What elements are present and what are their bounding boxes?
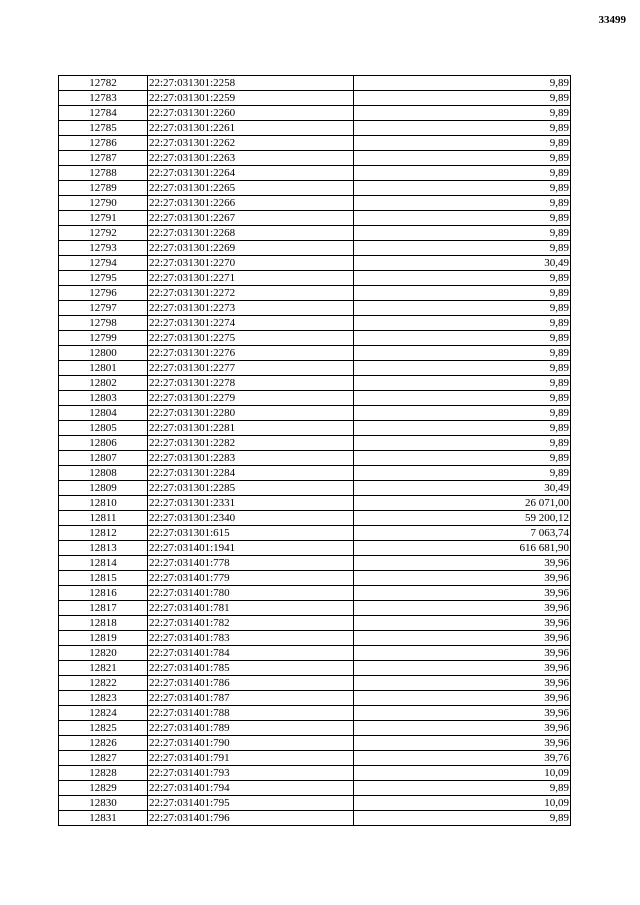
value-cell: 9,89 — [354, 91, 571, 106]
table-row — [59, 691, 571, 706]
table-row — [59, 241, 571, 256]
cadastral-number-cell: 22:27:031301:2258 — [148, 76, 354, 91]
value-cell: 39,96 — [354, 601, 571, 616]
value-cell: 9,89 — [354, 811, 571, 826]
table-row — [59, 196, 571, 211]
cadastral-number-cell: 22:27:031401:778 — [148, 556, 354, 571]
row-number-cell: 12788 — [59, 166, 148, 181]
row-number-cell: 12809 — [59, 481, 148, 496]
table-row — [59, 376, 571, 391]
table-row — [59, 331, 571, 346]
table-body — [59, 76, 571, 826]
cadastral-number-cell: 22:27:031301:2275 — [148, 331, 354, 346]
value-cell: 39,96 — [354, 571, 571, 586]
table-row — [59, 91, 571, 106]
value-cell: 9,89 — [354, 421, 571, 436]
row-number-cell: 12803 — [59, 391, 148, 406]
table-row — [59, 706, 571, 721]
cadastral-number-cell: 22:27:031301:2271 — [148, 271, 354, 286]
value-cell: 9,89 — [354, 301, 571, 316]
value-cell: 9,89 — [354, 181, 571, 196]
row-number-cell: 12793 — [59, 241, 148, 256]
cadastral-number-cell: 22:27:031401:786 — [148, 676, 354, 691]
cadastral-number-cell: 22:27:031301:2278 — [148, 376, 354, 391]
row-number-cell: 12800 — [59, 346, 148, 361]
cadastral-number-cell: 22:27:031301:2272 — [148, 286, 354, 301]
table-row — [59, 271, 571, 286]
cadastral-number-cell: 22:27:031301:2266 — [148, 196, 354, 211]
row-number-cell: 12784 — [59, 106, 148, 121]
value-cell: 9,89 — [354, 166, 571, 181]
row-number-cell: 12828 — [59, 766, 148, 781]
row-number-cell: 12811 — [59, 511, 148, 526]
cadastral-number-cell: 22:27:031401:780 — [148, 586, 354, 601]
row-number-cell: 12802 — [59, 376, 148, 391]
cadastral-number-cell: 22:27:031301:2260 — [148, 106, 354, 121]
value-cell: 9,89 — [354, 361, 571, 376]
table-row — [59, 346, 571, 361]
row-number-cell: 12806 — [59, 436, 148, 451]
row-number-cell: 12830 — [59, 796, 148, 811]
cadastral-number-cell: 22:27:031401:789 — [148, 721, 354, 736]
value-cell: 616 681,90 — [354, 541, 571, 556]
cadastral-number-cell: 22:27:031401:784 — [148, 646, 354, 661]
row-number-cell: 12783 — [59, 91, 148, 106]
table-row — [59, 511, 571, 526]
table-row — [59, 436, 571, 451]
table-row — [59, 571, 571, 586]
cadastral-number-cell: 22:27:031301:2261 — [148, 121, 354, 136]
table-row — [59, 676, 571, 691]
table-row — [59, 631, 571, 646]
table-row — [59, 121, 571, 136]
row-number-cell: 12789 — [59, 181, 148, 196]
row-number-cell: 12805 — [59, 421, 148, 436]
cadastral-number-cell: 22:27:031301:2285 — [148, 481, 354, 496]
cadastral-number-cell: 22:27:031301:2280 — [148, 406, 354, 421]
table-row — [59, 496, 571, 511]
row-number-cell: 12812 — [59, 526, 148, 541]
value-cell: 9,89 — [354, 346, 571, 361]
cadastral-number-cell: 22:27:031401:1941 — [148, 541, 354, 556]
row-number-cell: 12817 — [59, 601, 148, 616]
page-number: 33499 — [598, 14, 626, 26]
table-row — [59, 481, 571, 496]
row-number-cell: 12785 — [59, 121, 148, 136]
value-cell: 9,89 — [354, 376, 571, 391]
value-cell: 59 200,12 — [354, 511, 571, 526]
value-cell: 9,89 — [354, 391, 571, 406]
row-number-cell: 12792 — [59, 226, 148, 241]
row-number-cell: 12787 — [59, 151, 148, 166]
cadastral-number-cell: 22:27:031301:2276 — [148, 346, 354, 361]
cadastral-number-cell: 22:27:031301:2282 — [148, 436, 354, 451]
cadastral-number-cell: 22:27:031301:2264 — [148, 166, 354, 181]
value-cell: 9,89 — [354, 271, 571, 286]
table-row — [59, 226, 571, 241]
table-row — [59, 106, 571, 121]
row-number-cell: 12810 — [59, 496, 148, 511]
table-row — [59, 766, 571, 781]
row-number-cell: 12807 — [59, 451, 148, 466]
cadastral-number-cell: 22:27:031401:790 — [148, 736, 354, 751]
cadastral-number-cell: 22:27:031301:2265 — [148, 181, 354, 196]
row-number-cell: 12824 — [59, 706, 148, 721]
row-number-cell: 12827 — [59, 751, 148, 766]
cadastral-number-cell: 22:27:031301:2263 — [148, 151, 354, 166]
table-row — [59, 166, 571, 181]
value-cell: 9,89 — [354, 451, 571, 466]
table-row — [59, 286, 571, 301]
table-row — [59, 586, 571, 601]
row-number-cell: 12801 — [59, 361, 148, 376]
value-cell: 10,09 — [354, 796, 571, 811]
value-cell: 9,89 — [354, 331, 571, 346]
cadastral-number-cell: 22:27:031301:2283 — [148, 451, 354, 466]
value-cell: 39,96 — [354, 586, 571, 601]
value-cell: 10,09 — [354, 766, 571, 781]
table-row — [59, 556, 571, 571]
cadastral-number-cell: 22:27:031301:2268 — [148, 226, 354, 241]
cadastral-number-cell: 22:27:031401:793 — [148, 766, 354, 781]
row-number-cell: 12808 — [59, 466, 148, 481]
value-cell: 39,96 — [354, 646, 571, 661]
cadastral-number-cell: 22:27:031401:791 — [148, 751, 354, 766]
table-row — [59, 736, 571, 751]
row-number-cell: 12825 — [59, 721, 148, 736]
row-number-cell: 12790 — [59, 196, 148, 211]
table-row — [59, 256, 571, 271]
value-cell: 9,89 — [354, 241, 571, 256]
cadastral-number-cell: 22:27:031301:2270 — [148, 256, 354, 271]
row-number-cell: 12819 — [59, 631, 148, 646]
table-row — [59, 541, 571, 556]
cadastral-number-cell: 22:27:031401:782 — [148, 616, 354, 631]
row-number-cell: 12796 — [59, 286, 148, 301]
cadastral-number-cell: 22:27:031401:788 — [148, 706, 354, 721]
value-cell: 9,89 — [354, 406, 571, 421]
cadastral-number-cell: 22:27:031301:2340 — [148, 511, 354, 526]
cadastral-number-cell: 22:27:031301:2277 — [148, 361, 354, 376]
cadastral-number-cell: 22:27:031301:2262 — [148, 136, 354, 151]
row-number-cell: 12791 — [59, 211, 148, 226]
table-row — [59, 316, 571, 331]
value-cell: 9,89 — [354, 781, 571, 796]
row-number-cell: 12799 — [59, 331, 148, 346]
value-cell: 39,96 — [354, 631, 571, 646]
row-number-cell: 12816 — [59, 586, 148, 601]
row-number-cell: 12822 — [59, 676, 148, 691]
row-number-cell: 12829 — [59, 781, 148, 796]
value-cell: 39,96 — [354, 691, 571, 706]
value-cell: 26 071,00 — [354, 496, 571, 511]
row-number-cell: 12821 — [59, 661, 148, 676]
table-row — [59, 181, 571, 196]
cadastral-number-cell: 22:27:031301:2267 — [148, 211, 354, 226]
table-row — [59, 361, 571, 376]
value-cell: 39,96 — [354, 676, 571, 691]
value-cell: 39,96 — [354, 556, 571, 571]
row-number-cell: 12826 — [59, 736, 148, 751]
table-row — [59, 466, 571, 481]
cadastral-number-cell: 22:27:031401:796 — [148, 811, 354, 826]
row-number-cell: 12823 — [59, 691, 148, 706]
value-cell: 9,89 — [354, 316, 571, 331]
value-cell: 39,76 — [354, 751, 571, 766]
table-row — [59, 646, 571, 661]
cadastral-number-cell: 22:27:031301:2269 — [148, 241, 354, 256]
cadastral-number-cell: 22:27:031301:2279 — [148, 391, 354, 406]
value-cell: 39,96 — [354, 661, 571, 676]
table-row — [59, 211, 571, 226]
row-number-cell: 12804 — [59, 406, 148, 421]
value-cell: 39,96 — [354, 706, 571, 721]
table-row — [59, 421, 571, 436]
row-number-cell: 12813 — [59, 541, 148, 556]
value-cell: 9,89 — [354, 466, 571, 481]
cadastral-number-cell: 22:27:031401:779 — [148, 571, 354, 586]
value-cell: 9,89 — [354, 136, 571, 151]
row-number-cell: 12795 — [59, 271, 148, 286]
value-cell: 9,89 — [354, 226, 571, 241]
table-row — [59, 526, 571, 541]
value-cell: 9,89 — [354, 436, 571, 451]
table-row — [59, 601, 571, 616]
table-row — [59, 751, 571, 766]
value-cell: 9,89 — [354, 286, 571, 301]
row-number-cell: 12797 — [59, 301, 148, 316]
cadastral-value-table — [58, 75, 571, 826]
table-row — [59, 136, 571, 151]
table-row — [59, 76, 571, 91]
table-row — [59, 151, 571, 166]
table-row — [59, 811, 571, 826]
value-cell: 39,96 — [354, 616, 571, 631]
value-cell: 9,89 — [354, 121, 571, 136]
cadastral-number-cell: 22:27:031401:783 — [148, 631, 354, 646]
table-row — [59, 301, 571, 316]
table-row — [59, 796, 571, 811]
value-cell: 9,89 — [354, 106, 571, 121]
cadastral-number-cell: 22:27:031301:2281 — [148, 421, 354, 436]
cadastral-number-cell: 22:27:031301:2331 — [148, 496, 354, 511]
table-row — [59, 391, 571, 406]
cadastral-number-cell: 22:27:031301:2274 — [148, 316, 354, 331]
value-cell: 9,89 — [354, 196, 571, 211]
row-number-cell: 12820 — [59, 646, 148, 661]
cadastral-number-cell: 22:27:031301:2259 — [148, 91, 354, 106]
value-cell: 30,49 — [354, 481, 571, 496]
value-cell: 39,96 — [354, 736, 571, 751]
cadastral-number-cell: 22:27:031401:785 — [148, 661, 354, 676]
row-number-cell: 12794 — [59, 256, 148, 271]
table-row — [59, 781, 571, 796]
cadastral-number-cell: 22:27:031401:781 — [148, 601, 354, 616]
table-row — [59, 616, 571, 631]
cadastral-number-cell: 22:27:031401:795 — [148, 796, 354, 811]
cadastral-number-cell: 22:27:031401:794 — [148, 781, 354, 796]
value-cell: 9,89 — [354, 76, 571, 91]
value-cell: 39,96 — [354, 721, 571, 736]
table-row — [59, 661, 571, 676]
cadastral-number-cell: 22:27:031301:615 — [148, 526, 354, 541]
row-number-cell: 12831 — [59, 811, 148, 826]
cadastral-number-cell: 22:27:031401:787 — [148, 691, 354, 706]
row-number-cell: 12786 — [59, 136, 148, 151]
row-number-cell: 12814 — [59, 556, 148, 571]
table-row — [59, 406, 571, 421]
value-cell: 9,89 — [354, 151, 571, 166]
table-row — [59, 451, 571, 466]
cadastral-number-cell: 22:27:031301:2284 — [148, 466, 354, 481]
row-number-cell: 12798 — [59, 316, 148, 331]
table-row — [59, 721, 571, 736]
row-number-cell: 12815 — [59, 571, 148, 586]
row-number-cell: 12818 — [59, 616, 148, 631]
value-cell: 9,89 — [354, 211, 571, 226]
cadastral-number-cell: 22:27:031301:2273 — [148, 301, 354, 316]
row-number-cell: 12782 — [59, 76, 148, 91]
value-cell: 7 063,74 — [354, 526, 571, 541]
value-cell: 30,49 — [354, 256, 571, 271]
